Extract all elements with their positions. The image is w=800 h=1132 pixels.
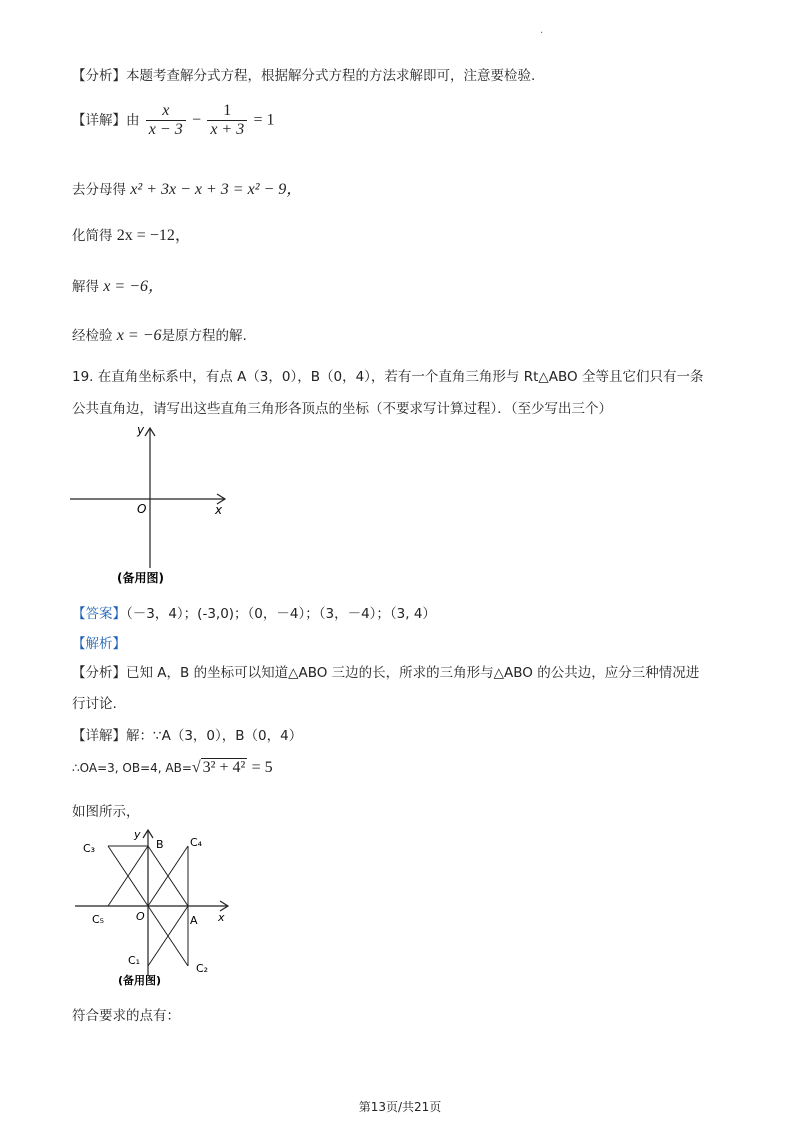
question-number: 19. [72, 369, 94, 385]
question-line-2: 公共直角边，请写出这些直角三角形各顶点的坐标（不要求写计算过程）．（至少写出三个） [72, 401, 612, 417]
page-footer: 第13页/共21页 [358, 1100, 442, 1114]
detail-tag: 【详解】 [72, 112, 126, 129]
step-4 [72, 324, 247, 345]
y-axis-label: y [134, 828, 141, 841]
sqrt-result: = 5 [251, 759, 273, 776]
detail-lead: 由 [126, 112, 140, 129]
fenxi-text-1: 已知 A，B 的坐标可以知道△ABO 三边的长，所求的三角形与△ABO 的公共边，应分三种情况进 [126, 665, 700, 681]
step-3 [72, 273, 164, 296]
step-1-math: x² + 3x − x + 3 = x² − 9， [130, 181, 303, 198]
answer-line [72, 602, 436, 622]
sqrt-expression: 3² + 4² [202, 759, 246, 776]
point-C3-label: C₃ [83, 842, 96, 855]
fraction-2-denominator: x + 3 [210, 121, 245, 138]
step-2-math: 2x = −12， [116, 227, 191, 244]
equals-one: = 1 [253, 111, 275, 129]
prev-detail [72, 102, 275, 139]
fraction-1 [146, 102, 186, 139]
point-A-label: A [190, 914, 198, 927]
blank-axes-figure [65, 420, 245, 590]
analysis-fenxi-line-2: 行讨论. [72, 696, 117, 712]
point-C5-label: C₅ [92, 913, 105, 926]
triangles-figure [70, 826, 235, 986]
fraction-1-numerator: x [146, 102, 186, 121]
analysis-fenxi-line-1 [72, 661, 699, 681]
answer-tag: 【答案】 [72, 606, 126, 622]
x-axis-label: x [218, 911, 225, 924]
fraction-2 [207, 102, 247, 139]
detail-tag: 【详解】 [72, 728, 126, 744]
point-C2-label: C₂ [196, 962, 209, 975]
step-3-label: 解得 [72, 279, 99, 295]
answer-text: （－3，4）；(-3,0)；（0，－4）；（3，－4）；（3, 4） [126, 606, 436, 622]
fraction-2-numerator: 1 [207, 102, 247, 121]
conclusion-text: 符合要求的点有： [72, 1008, 180, 1024]
point-C1-label: C₁ [128, 954, 141, 967]
step-1 [72, 176, 302, 199]
step-4-label: 经检验 [72, 328, 113, 344]
top-mark: · [540, 28, 544, 39]
step-3-math: x = −6， [103, 278, 164, 295]
question-line-1 [72, 365, 703, 385]
fraction-1-denominator: x − 3 [148, 121, 183, 138]
y-axis-label: y [137, 423, 145, 437]
step-2-label: 化简得 [72, 228, 113, 244]
figure-caption: (备用图) [118, 974, 162, 986]
step-4-tail: 是原方程的解. [161, 328, 247, 344]
detail-text: 解：∵A（3，0），B（0，4） [126, 728, 303, 744]
step-1-label: 去分母得 [72, 182, 126, 198]
point-C4-label: C₄ [190, 836, 203, 849]
analysis-detail [72, 724, 302, 744]
therefore-text: ∴OA=3, OB=4, AB= [72, 761, 192, 775]
x-axis-label: x [215, 503, 223, 517]
minus-sign: − [192, 111, 202, 129]
step-2 [72, 222, 191, 245]
question-text-1: 在直角坐标系中，有点 A（3，0），B（0，4），若有一个直角三角形与 Rt△ABO 全等且它们只有一条 [97, 369, 704, 385]
fenxi-tag: 【分析】 [72, 665, 126, 681]
analysis-tag: 【解析】 [72, 636, 126, 652]
prev-analysis [72, 64, 535, 84]
point-B-label: B [156, 838, 164, 851]
figure-caption: (备用图) [117, 571, 164, 585]
analysis-tag: 【分析】 [72, 68, 126, 84]
therefore-line [72, 758, 273, 777]
sqrt-sign: √ [191, 759, 201, 776]
origin-label: O [137, 502, 147, 516]
step-4-math: x = −6 [116, 327, 162, 344]
origin-label: O [136, 910, 145, 923]
as-shown-text: 如图所示， [72, 804, 140, 820]
analysis-text: 本题考查解分式方程，根据解分式方程的方法求解即可，注意要检验. [126, 68, 536, 84]
